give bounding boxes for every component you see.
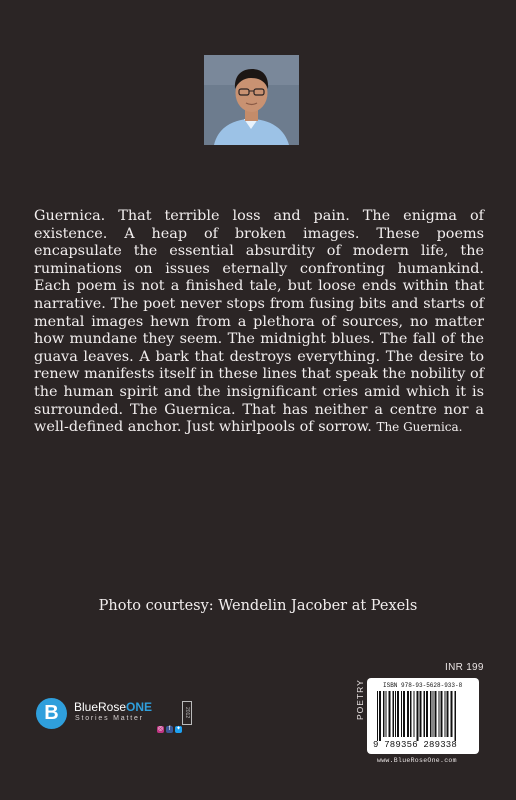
barcode-bar (433, 691, 434, 737)
genre-label: POETRY (355, 679, 365, 720)
author-photo (204, 55, 299, 145)
barcode-bar (393, 691, 395, 737)
barcode-number: 9 789356 289338 (373, 740, 458, 750)
twitter-icon[interactable]: ✦ (175, 726, 182, 732)
isbn-label: ISBN 978-93-5628-933-8 (383, 682, 463, 689)
blurb-text: Guernica. That terrible loss and pain. The enigma of existence. A heap of broken images. These poems encapsulate the essential absurdity of modern life, the ruminations on issues eternally confronting humankind. Each poem is not a finished tale, but loose ends within that narrative. The poet never stops from fusing bits and starts of mental images hewn from a plethora of sources, no matter how mundane they seem. The midnight blues. The fall of the guava leaves. A bark that destroys everything. The desire to renew manifests itself in these lines that speak the nobility of the human spirit and the insignificant cries amid which it is surrounded. The Guernica. That has neither a centre nor a well-defined anchor. Just whirlpools of sorrow. (34, 208, 484, 436)
facebook-icon[interactable]: f (166, 726, 173, 733)
publisher-tagline: Stories Matter (75, 715, 144, 722)
price-label: INR 199 (445, 662, 484, 673)
barcode-bar (445, 691, 446, 737)
barcode-bar (386, 691, 387, 737)
publisher-name-part1: BlueRose (74, 700, 127, 714)
instagram-icon[interactable]: ◎ (157, 726, 164, 732)
barcode-bars (375, 691, 471, 741)
barcode-bar (455, 691, 457, 741)
publisher-logo-mark: B (36, 698, 67, 729)
barcode-bar (401, 691, 402, 737)
barcode-bar (379, 691, 381, 741)
barcode-bar (447, 691, 449, 737)
barcode-bar (414, 691, 415, 737)
publisher-logo (36, 698, 196, 738)
blurb-tail: The Guernica. (376, 420, 463, 435)
barcode-bar (403, 691, 405, 737)
barcode-bar (407, 691, 409, 737)
barcode-bar (383, 691, 385, 737)
barcode-bar (377, 691, 378, 741)
barcode-bar (389, 691, 391, 737)
barcode-bar (439, 691, 440, 737)
back-cover-blurb (34, 208, 484, 437)
barcode-bar (424, 691, 426, 737)
barcode-bar (397, 691, 399, 737)
publisher-name-part2: ONE (126, 700, 153, 714)
barcode-bar (420, 691, 422, 737)
barcode-bar (451, 691, 453, 737)
barcode-bar (410, 691, 412, 737)
barcode-bar (435, 691, 437, 737)
publisher-name (74, 700, 152, 714)
author-portrait-image (204, 55, 299, 145)
social-icons (157, 726, 182, 733)
publisher-since: 2012 (182, 701, 192, 725)
barcode-bar (417, 691, 419, 741)
barcode-bar (426, 691, 428, 737)
barcode-bar (395, 691, 396, 737)
barcode-bar (430, 691, 432, 737)
barcode-bar (441, 691, 443, 737)
photo-credit: Photo courtesy: Wendelin Jacober at Pexels (98, 598, 418, 614)
barcode-box (367, 678, 479, 754)
publisher-website[interactable]: www.BlueRoseOne.com (377, 757, 457, 764)
